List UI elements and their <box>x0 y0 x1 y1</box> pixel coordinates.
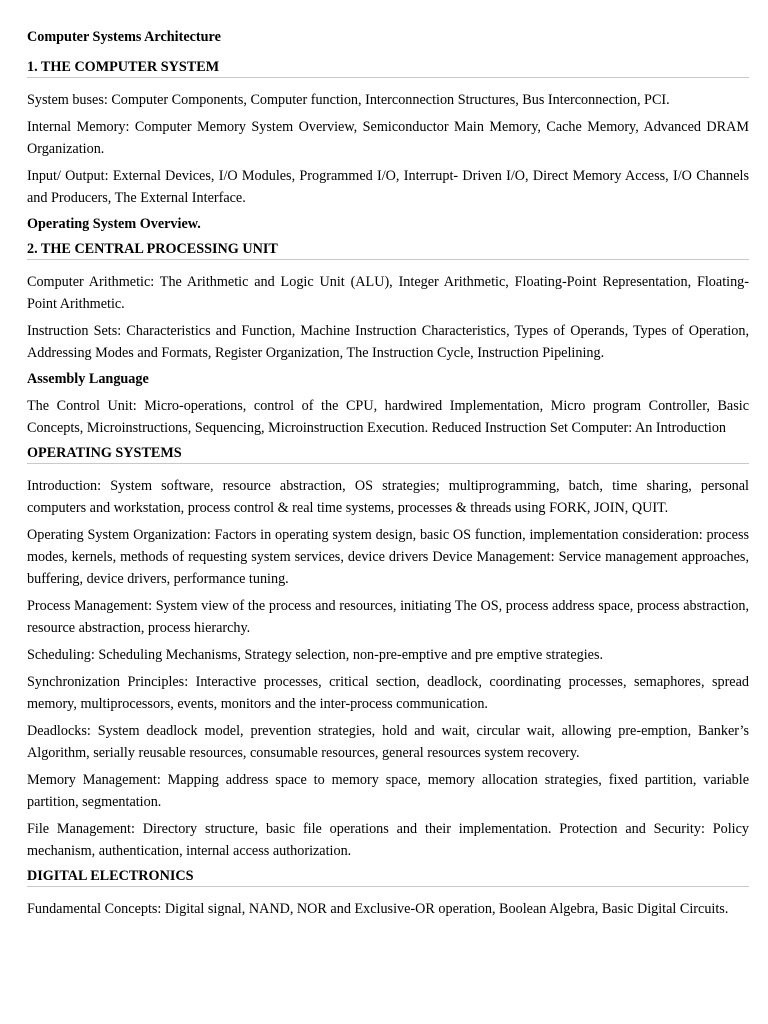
subheading-os-overview: Operating System Overview. <box>27 216 201 232</box>
paragraph-control-unit: The Control Unit: Micro-operations, control of the CPU, hardwired Implementation, Micro program Controller, Basic Concepts, Microinstructions, Sequencing, Microinstruction Execution. Reduced Instruction Set Computer: An Introduction <box>27 398 749 436</box>
paragraph-instruction-sets: Instruction Sets: Characteristics and Function, Machine Instruction Characteristics, Types of Operands, Types of Operation, Addressing Modes and Formats, Register Organization, The Instruction Cycle, Instruction Pipelining. <box>27 323 749 361</box>
paragraph-introduction: Introduction: System software, resource abstraction, OS strategies; multiprogramming, batch, time sharing, personal computers and workstation, process control & real time systems, processes & threads using FORK, JOIN, QUIT. <box>27 478 749 516</box>
section-heading-cpu: 2. THE CENTRAL PROCESSING UNIT <box>27 240 749 260</box>
paragraph-fundamental-concepts: Fundamental Concepts: Digital signal, NAND, NOR and Exclusive-OR operation, Boolean Algebra, Basic Digital Circuits. <box>27 901 729 917</box>
paragraph-file-management: File Management: Directory structure, basic file operations and their implementation. Protection and Security: Policy mechanism, authentication, internal access authorization. <box>27 821 749 859</box>
paragraph-synchronization: Synchronization Principles: Interactive processes, critical section, deadlock, coordinating processes, semaphores, spread memory, multiprocessors, events, monitors and the inter-process communication. <box>27 674 749 712</box>
section-heading-computer-system: 1. THE COMPUTER SYSTEM <box>27 58 749 78</box>
paragraph-os-organization: Operating System Organization: Factors in operating system design, basic OS function, implementation consideration: process modes, kernels, methods of requesting system services, device drivers Device Management: Service management approaches, buffering, device drivers, performance tuning. <box>27 527 749 587</box>
paragraph-internal-memory: Internal Memory: Computer Memory System Overview, Semiconductor Main Memory, Cache Memory, Advanced DRAM Organization. <box>27 119 749 157</box>
document-title: Computer Systems Architecture <box>27 29 221 45</box>
paragraph-input-output: Input/ Output: External Devices, I/O Modules, Programmed I/O, Interrupt- Driven I/O, Direct Memory Access, I/O Channels and Producers, The External Interface. <box>27 168 749 206</box>
paragraph-system-buses: System buses: Computer Components, Computer function, Interconnection Structures, Bus Interconnection, PCI. <box>27 92 670 108</box>
section-heading-digital-electronics: DIGITAL ELECTRONICS <box>27 867 749 887</box>
paragraph-process-management: Process Management: System view of the process and resources, initiating The OS, process address space, process abstraction, resource abstraction, process hierarchy. <box>27 598 749 636</box>
document-page <box>27 27 749 925</box>
paragraph-scheduling: Scheduling: Scheduling Mechanisms, Strategy selection, non-pre-emptive and pre emptive strategies. <box>27 647 604 663</box>
paragraph-deadlocks: Deadlocks: System deadlock model, prevention strategies, hold and wait, circular wait, allowing pre-emption, Banker’s Algorithm, serially reusable resources, consumable resources, general resources system recovery. <box>27 723 749 761</box>
subheading-assembly-language: Assembly Language <box>27 371 149 387</box>
section-heading-operating-systems: OPERATING SYSTEMS <box>27 444 749 464</box>
paragraph-computer-arithmetic: Computer Arithmetic: The Arithmetic and Logic Unit (ALU), Integer Arithmetic, Floating-Point Representation, Floating-Point Arithmetic. <box>27 274 749 312</box>
paragraph-memory-management: Memory Management: Mapping address space to memory space, memory allocation strategies, fixed partition, variable partition, segmentation. <box>27 772 749 810</box>
